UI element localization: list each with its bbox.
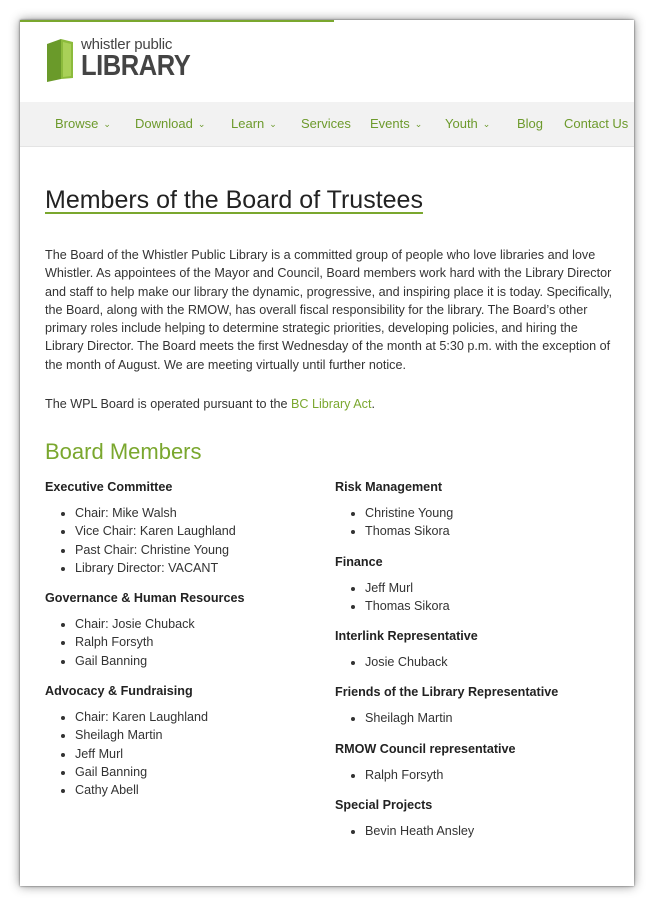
committee-title: Finance: [335, 554, 383, 569]
logo-text-top: whistler public: [81, 36, 173, 53]
logo-text-main: LIBRARY: [81, 50, 191, 82]
member-list: [335, 653, 615, 671]
committee-title: Executive Committee: [45, 480, 173, 494]
book-icon: [45, 38, 77, 82]
committee-title: Advocacy & Fundraising: [45, 684, 193, 699]
member-list: [45, 504, 330, 577]
list-item: • Library Director: VACANT: [75, 559, 330, 577]
committee-group: [45, 684, 330, 799]
bc-library-act-link[interactable]: BC Library Act: [290, 397, 372, 411]
member-list: [335, 504, 615, 541]
committee-group: [335, 742, 615, 784]
site-header: [20, 20, 634, 102]
member-list: [335, 709, 615, 727]
nav-label: Learn: [231, 116, 265, 131]
list-item: • Past Chair: Christine Young: [75, 541, 330, 559]
list-item: • Chair: Karen Laughland: [75, 708, 330, 726]
list-item: • Sheilagh Martin: [365, 709, 615, 727]
nav-youth[interactable]: [445, 116, 490, 131]
chevron-down-icon: ⌄: [482, 119, 491, 129]
list-item: • Gail Banning: [75, 763, 330, 781]
list-item: • Ralph Forsyth: [75, 633, 330, 651]
member-list: [335, 822, 615, 840]
nav-events[interactable]: [370, 116, 422, 131]
committee-group: [45, 591, 330, 670]
member-list: [335, 766, 615, 784]
accent-line: [20, 20, 334, 22]
nav-download[interactable]: [135, 116, 205, 131]
nav-blog[interactable]: [517, 116, 543, 131]
list-item: • Josie Chuback: [365, 653, 615, 671]
list-item: • Jeff Murl: [75, 745, 330, 763]
committee-group: [335, 629, 615, 671]
list-item: • Christine Young: [365, 504, 615, 522]
chevron-down-icon: ⌄: [103, 119, 111, 129]
chevron-down-icon: ⌄: [414, 119, 423, 129]
member-list: [45, 615, 330, 670]
chevron-down-icon: ⌄: [197, 119, 206, 129]
left-column: [45, 480, 330, 814]
nav-label: Events: [370, 116, 410, 131]
committee-title: Special Projects: [335, 798, 433, 813]
list-item: • Sheilagh Martin: [75, 726, 330, 744]
committee-title: Friends of the Library Representative: [335, 685, 559, 700]
committee-group: [335, 555, 615, 616]
act-statement: [45, 397, 375, 411]
committee-title: Governance & Human Resources: [45, 591, 245, 606]
list-item: • Ralph Forsyth: [365, 766, 615, 784]
nav-label: Blog: [517, 116, 544, 131]
nav-label: Download: [135, 116, 193, 131]
nav-label: Youth: [445, 116, 478, 131]
list-item: • Gail Banning: [75, 652, 330, 670]
act-prefix: The WPL Board is operated pursuant to the: [45, 397, 291, 411]
board-members-heading: Board Members: [45, 439, 202, 464]
nav-contact-us[interactable]: [564, 116, 628, 131]
chevron-down-icon: ⌄: [269, 119, 277, 129]
committee-group: [335, 480, 615, 541]
list-item: • Jeff Murl: [365, 579, 615, 597]
list-item: • Thomas Sikora: [365, 522, 615, 540]
nav-label: Browse: [55, 116, 99, 131]
committee-title: Interlink Representative: [335, 629, 478, 644]
nav-label: Services: [301, 116, 351, 131]
list-item: • Chair: Mike Walsh: [75, 504, 330, 522]
member-list: [45, 708, 330, 799]
main-nav: [20, 102, 634, 147]
committee-group: [335, 685, 615, 727]
list-item: • Bevin Heath Ansley: [365, 822, 615, 840]
committee-group: [45, 480, 330, 577]
member-list: [335, 579, 615, 616]
page-frame: [20, 20, 634, 886]
nav-browse[interactable]: [55, 116, 111, 131]
committee-title: Risk Management: [335, 480, 443, 494]
intro-paragraph: The Board of the Whistler Public Library is a committed group of people who love libraries and love Whistler. As appointees of the Mayor and Council, Board members work hard with the Library Director and staff to help make our library the dynamic, progressive, and inspiring place it is today. Specifically, the Board, along with the RMOW, has overall fiscal responsibility for the library. The Board’s other primary roles include helping to determine strategic priorities, developing policies, and hiring the Library Director. The Board meets the first Wednesday of the month at 5:30 p.m. with the exception of the month of August. We are meeting virtually until further notice.: [45, 248, 613, 372]
nav-services[interactable]: [301, 116, 351, 131]
site-logo[interactable]: [45, 36, 191, 86]
act-suffix: .: [371, 397, 375, 411]
list-item: • Chair: Josie Chuback: [75, 615, 330, 633]
page-title: Members of the Board of Trustees: [45, 186, 423, 214]
list-item: • Vice Chair: Karen Laughland: [75, 522, 330, 540]
list-item: • Thomas Sikora: [365, 597, 615, 615]
list-item: • Cathy Abell: [75, 781, 330, 799]
committee-group: [335, 798, 615, 840]
nav-label: Contact Us: [564, 116, 629, 131]
committee-title: RMOW Council representative: [335, 741, 516, 756]
nav-learn[interactable]: [231, 116, 277, 131]
right-column: [335, 480, 615, 854]
